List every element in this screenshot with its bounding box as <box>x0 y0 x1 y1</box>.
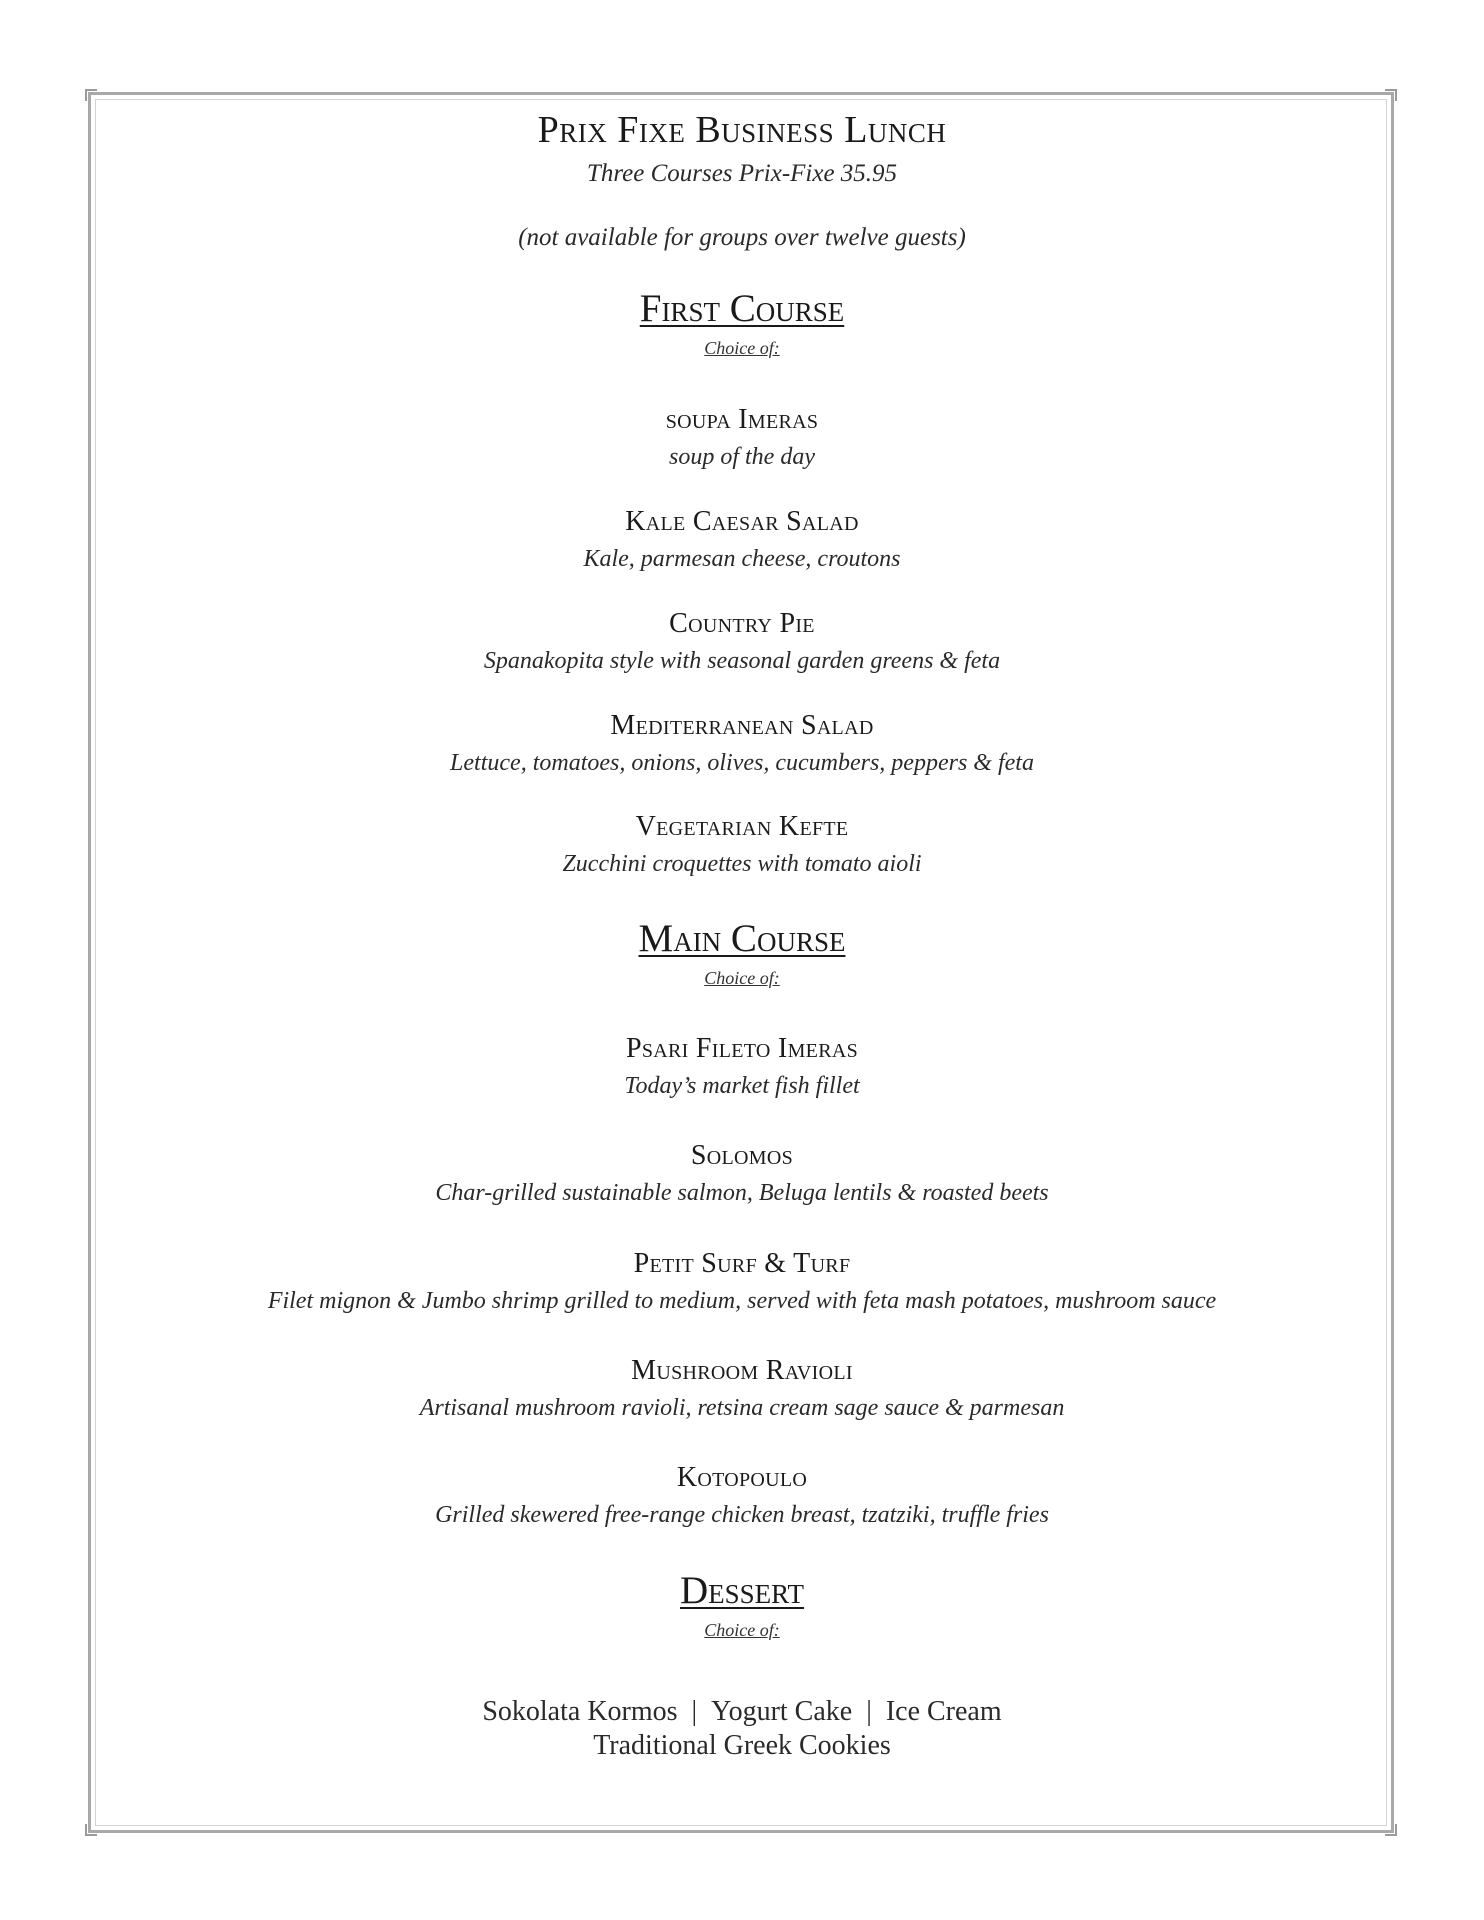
frame-corner-ornament <box>1385 89 1397 101</box>
menu-price-line: Three Courses Prix-Fixe 35.95 <box>586 160 898 187</box>
dessert-choice-label: Choice of: <box>704 1620 780 1640</box>
main-course-item-desc: Char-grilled sustainable salmon, Beluga lentils & roasted beets <box>435 1180 1049 1206</box>
menu-availability-note: (not available for groups over twelve guests) <box>518 224 966 251</box>
main-course-item-desc: Artisanal mushroom ravioli, retsina cream sage sauce & parmesan <box>419 1395 1065 1421</box>
main-course-item-name: Mushroom Ravioli <box>631 1355 853 1386</box>
main-course-item-name: Psari Fileto Imeras <box>625 1033 859 1064</box>
main-course-item-name: Solomos <box>690 1140 794 1171</box>
main-course-item-desc: Filet mignon & Jumbo shrimp grilled to medium, served with feta mash potatoes, mushroom sauce <box>267 1288 1217 1314</box>
main-course-item-name: Petit Surf & Turf <box>633 1248 851 1279</box>
first-course-item-name: Vegetarian Kefte <box>635 811 849 842</box>
first-course-item-desc: Kale, parmesan cheese, croutons <box>583 546 901 572</box>
main-course-heading: Main Course <box>638 917 846 960</box>
dessert-separator: | <box>866 1696 872 1727</box>
main-course-item-name: Kotopoulo <box>676 1462 808 1493</box>
first-course-item-desc: Zucchini croquettes with tomato aioli <box>562 851 922 877</box>
dessert-items-line <box>0 1696 1484 1728</box>
first-course-item-desc: soup of the day <box>669 444 815 470</box>
first-course-item-name: Mediterranean Salad <box>610 710 874 741</box>
dessert-item: Ice Cream <box>885 1696 1002 1727</box>
frame-corner-ornament <box>85 1824 97 1836</box>
main-course-item-desc: Today’s market fish fillet <box>624 1073 860 1099</box>
dessert-item: Yogurt Cake <box>711 1696 853 1727</box>
first-course-item-desc: Lettuce, tomatoes, onions, olives, cucumbers, peppers & feta <box>450 750 1034 776</box>
main-course-item-desc: Grilled skewered free-range chicken breast, tzatziki, truffle fries <box>435 1502 1049 1528</box>
dessert-heading: Dessert <box>679 1569 805 1612</box>
first-course-item-name: soupa Imeras <box>665 404 819 435</box>
dessert-separator: | <box>691 1696 698 1727</box>
main-course-choice-label: Choice of: <box>704 968 780 988</box>
first-course-item-name: Kale Caesar Salad <box>625 506 859 537</box>
frame-corner-ornament <box>1385 1824 1397 1836</box>
frame-corner-ornament <box>85 89 97 101</box>
dessert-last-line: Traditional Greek Cookies <box>593 1730 891 1761</box>
first-course-item-desc: Spanakopita style with seasonal garden greens & feta <box>483 648 1001 674</box>
first-course-item-name: Country Pie <box>669 608 815 639</box>
dessert-item: Sokolata Kormos <box>482 1696 678 1727</box>
first-course-choice-label: Choice of: <box>704 338 780 358</box>
menu-title: Prix Fixe Business Lunch <box>537 109 947 151</box>
first-course-heading: First Course <box>639 287 845 330</box>
